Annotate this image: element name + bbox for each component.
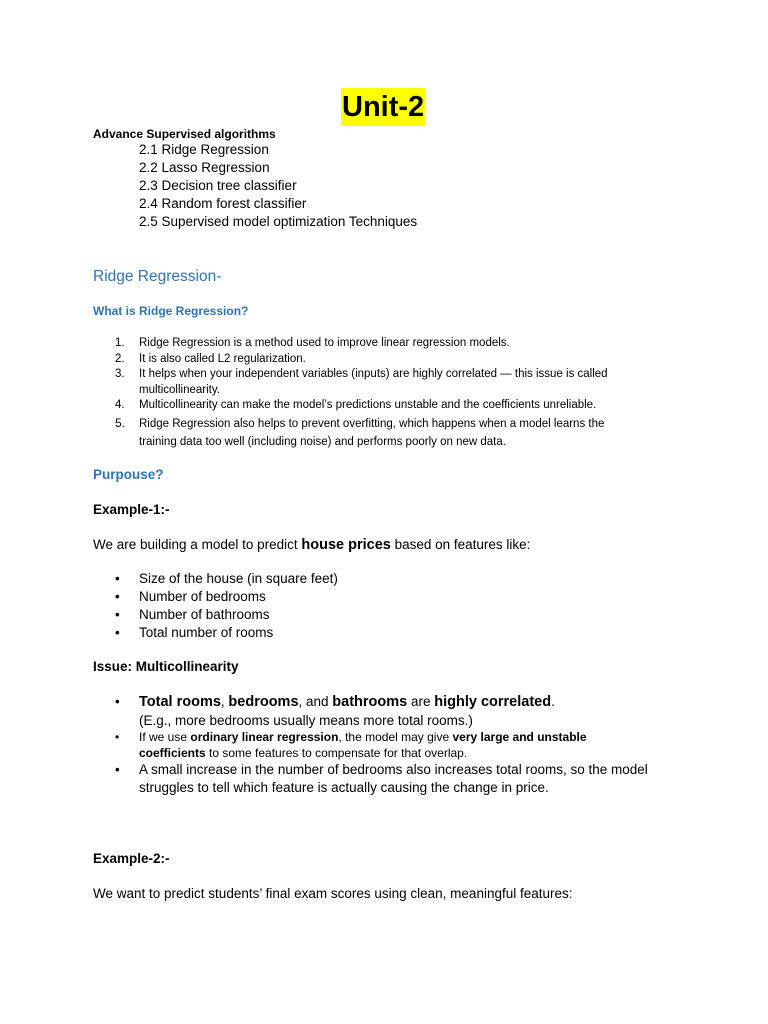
list-item	[93, 693, 693, 729]
bullet-icon: •	[115, 625, 120, 640]
ridge-heading: Ridge Regression-	[93, 268, 222, 285]
list-item	[93, 588, 693, 606]
issue-list	[93, 693, 693, 796]
bold-term: ordinary linear regression	[190, 730, 339, 744]
list-number: 5.	[115, 415, 126, 430]
bullet-icon: •	[115, 762, 120, 777]
list-item	[93, 415, 683, 451]
list-text: Number of bathrooms	[139, 607, 270, 622]
list-item	[93, 570, 693, 588]
bold-term: bathrooms	[332, 694, 408, 710]
list-item	[93, 398, 683, 414]
text: ,	[220, 694, 229, 709]
example2-heading: Example-2:-	[93, 851, 170, 866]
bullet-icon: •	[115, 589, 120, 604]
text: , and	[298, 694, 333, 709]
list-text: Size of the house (in square feet)	[139, 571, 338, 586]
list-number: 3.	[115, 368, 125, 380]
list-text: Ridge Regression is a method used to improve linear regression models.	[139, 337, 510, 349]
list-item	[93, 761, 693, 796]
list-item	[93, 729, 693, 761]
text: If we use	[139, 730, 191, 744]
list-item	[93, 336, 683, 352]
bullet-icon: •	[115, 607, 120, 622]
toc-item: 2.3 Decision tree classifier	[139, 178, 297, 193]
purpose-heading: Purpouse?	[93, 467, 164, 482]
text: A small increase in the number of bedrooms also increases total rooms, so the model	[139, 762, 648, 777]
list-text: Number of bedrooms	[139, 589, 266, 604]
section-subtitle: Advance Supervised algorithms	[93, 127, 276, 141]
example1-heading: Example-1:-	[93, 502, 170, 517]
list-text: training data too well (including noise) and performs poorly on new data.	[139, 435, 506, 448]
text: are	[407, 694, 435, 709]
bold-term: coefficients	[139, 746, 206, 760]
toc-item: 2.1 Ridge Regression	[139, 142, 269, 157]
list-number: 2.	[115, 352, 125, 365]
list-item	[93, 624, 693, 642]
issue-heading: Issue: Multicollinearity	[93, 659, 239, 674]
list-text: It is also called L2 regularization.	[139, 352, 306, 365]
bullet-icon: •	[115, 571, 120, 586]
text: .	[551, 694, 555, 709]
example1-intro	[93, 536, 530, 554]
toc-item: 2.2 Lasso Regression	[139, 160, 270, 175]
text: (E.g., more bedrooms usually means more total rooms.)	[139, 712, 473, 728]
text: to some features to compensate for that overlap.	[205, 746, 468, 760]
toc-item: 2.5 Supervised model optimization Techniques	[139, 214, 418, 229]
list-text: Total number of rooms	[139, 625, 274, 640]
intro-text: We are building a model to predict	[93, 537, 302, 552]
bold-term: very large and unstable	[452, 730, 587, 744]
list-number: 1.	[115, 337, 125, 349]
page-title: Unit-2	[341, 88, 425, 126]
list-item	[93, 352, 683, 368]
list-number: 4.	[115, 399, 125, 411]
bullet-icon: •	[115, 694, 120, 709]
ridge-points-list	[93, 336, 683, 451]
bold-term: highly correlated	[434, 694, 552, 710]
bold-term: Total rooms	[139, 694, 221, 710]
list-item	[93, 606, 693, 624]
bullet-icon: •	[115, 730, 120, 744]
list-item	[93, 367, 683, 398]
list-text: Multicollinearity can make the model’s predictions unstable and the coefficients unreliable.	[139, 399, 597, 411]
bold-term: bedrooms	[228, 694, 299, 710]
intro-text: based on features like:	[390, 537, 531, 552]
list-text: multicollinearity.	[139, 383, 220, 396]
intro-bold: house prices	[301, 537, 391, 553]
toc-item: 2.4 Random forest classifier	[139, 196, 307, 211]
list-text: It helps when your independent variables (inputs) are highly correlated — this issue is called	[139, 368, 608, 380]
ridge-question: What is Ridge Regression?	[93, 304, 249, 318]
text: , the model may give	[338, 730, 453, 744]
text: struggles to tell which feature is actually causing the change in price.	[139, 779, 549, 795]
example2-intro: We want to predict students’ final exam scores using clean, meaningful features:	[93, 886, 573, 901]
list-text: Ridge Regression also helps to prevent overfitting, which happens when a model learns the	[139, 417, 605, 430]
features-list	[93, 570, 693, 642]
